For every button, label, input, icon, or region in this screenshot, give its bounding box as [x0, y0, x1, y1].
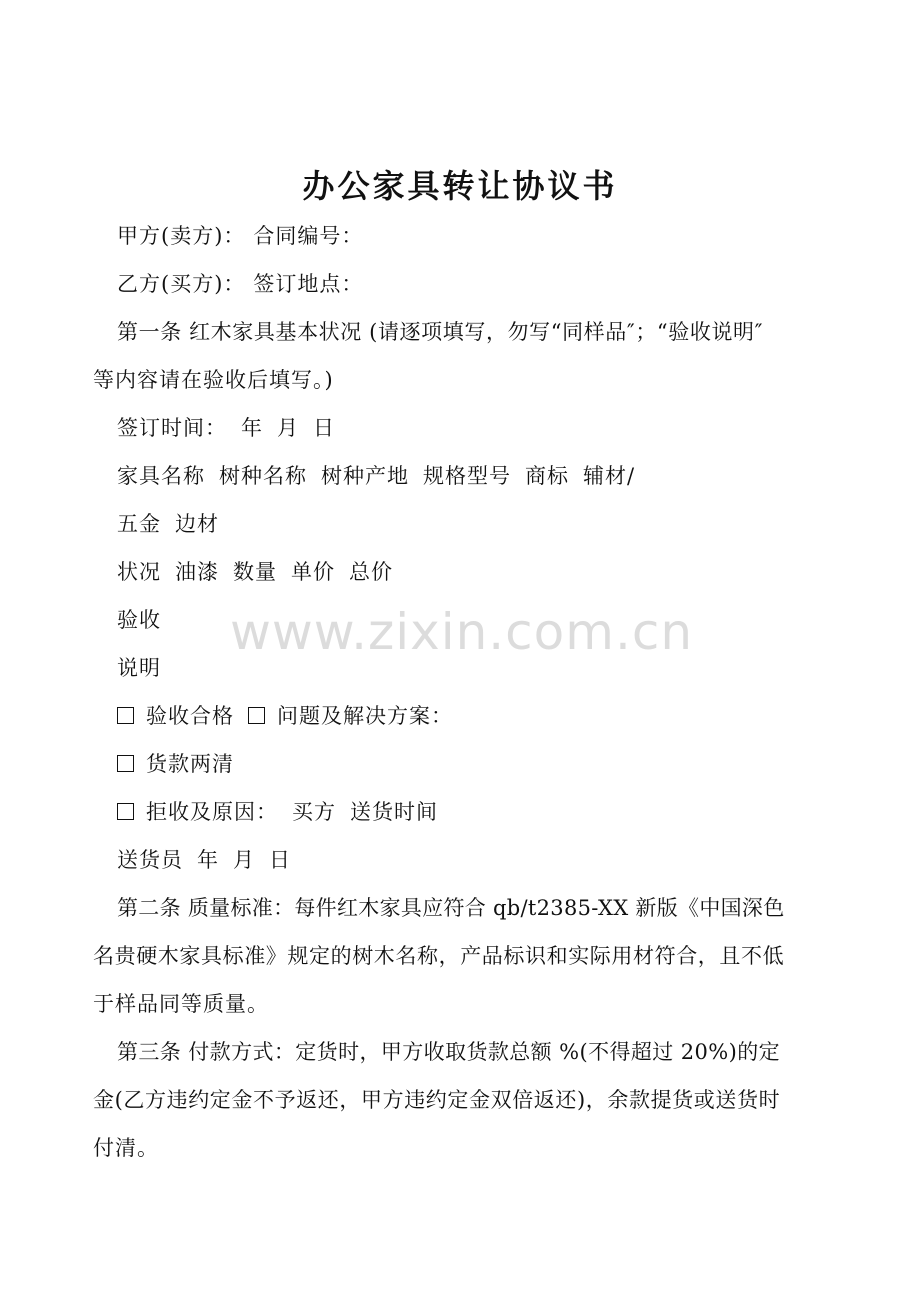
sign-time-label: 签订时间：: [117, 416, 227, 440]
sign-time-year: 年: [241, 416, 263, 440]
check-row3: [117, 795, 438, 829]
checkbox-paid[interactable]: [117, 755, 134, 772]
header-spec-model: 规格型号: [423, 464, 511, 488]
sign-time-line: [117, 411, 335, 445]
header-wood-name: 树种名称: [219, 464, 307, 488]
document-title: 办公家具转让协议书: [302, 167, 618, 205]
article1-line2: 等内容请在验收后填写。): [93, 368, 334, 392]
delivery-line: [117, 843, 291, 877]
article3-line3: 付清。: [93, 1136, 159, 1160]
article2-line1: 第二条 质量标准：每件红木家具应符合 qb/t2385-XX 新版《中国深色: [117, 896, 785, 920]
checkbox-pass[interactable]: [117, 707, 134, 724]
header-row2: [117, 507, 219, 541]
checkbox-reject[interactable]: [117, 803, 134, 820]
header-hardware: 五金: [117, 512, 161, 536]
header-quantity: 数量: [233, 560, 277, 584]
party-a-label: 甲方(卖方)：: [117, 224, 246, 248]
header-paint: 油漆: [175, 560, 219, 584]
checkbox-problem[interactable]: [248, 707, 265, 724]
article1-line1: 第一条 红木家具基本状况 (请逐项填写，勿写“同样品″；“验收说明″: [117, 320, 764, 344]
sign-place-label: 签订地点：: [253, 272, 364, 296]
header-wood-origin: 树种产地: [321, 464, 409, 488]
header-condition: 状况: [117, 560, 161, 584]
party-a-line: [117, 219, 363, 253]
header-trademark: 商标: [525, 464, 569, 488]
party-b-label: 乙方(买方)：: [117, 272, 246, 296]
buyer-label: 买方: [292, 800, 336, 824]
contract-no-label: 合同编号：: [253, 224, 364, 248]
check-paid-label: 货款两清: [146, 752, 234, 776]
header-edge-wood: 边材: [175, 512, 219, 536]
check-problem-label: 问题及解决方案：: [277, 704, 453, 728]
delivery-day: 日: [269, 848, 291, 872]
watermark: www.zixin.com.cn: [230, 603, 694, 661]
delivery-year: 年: [197, 848, 219, 872]
check-row2: [117, 747, 234, 781]
header-notes: 说明: [117, 656, 161, 680]
delivery-person-label: 送货员: [117, 848, 183, 872]
article2-line2: 名贵硬木家具标准》规定的树木名称，产品标识和实际用材符合，且不低: [93, 944, 785, 968]
check-reject-label: 拒收及原因：: [146, 800, 278, 824]
header-aux-material: 辅材/: [583, 464, 636, 488]
sign-time-month: 月: [277, 416, 299, 440]
party-b-line: [117, 267, 363, 301]
check-row1: [117, 699, 453, 733]
header-row1: [117, 459, 635, 493]
sign-time-day: 日: [313, 416, 335, 440]
delivery-month: 月: [233, 848, 255, 872]
header-row3: [117, 555, 393, 589]
header-total-price: 总价: [349, 560, 393, 584]
article2-line3: 于样品同等质量。: [93, 992, 269, 1016]
article3-line2: 金(乙方违约定金不予返还，甲方违约定金双倍返还)，余款提货或送货时: [93, 1088, 781, 1112]
article3-line1: 第三条 付款方式：定货时，甲方收取货款总额 %(不得超过 20%)的定: [117, 1040, 781, 1064]
header-furniture-name: 家具名称: [117, 464, 205, 488]
header-acceptance: 验收: [117, 608, 161, 632]
header-unit-price: 单价: [291, 560, 335, 584]
check-pass-label: 验收合格: [146, 704, 234, 728]
delivery-time-label: 送货时间: [350, 800, 438, 824]
